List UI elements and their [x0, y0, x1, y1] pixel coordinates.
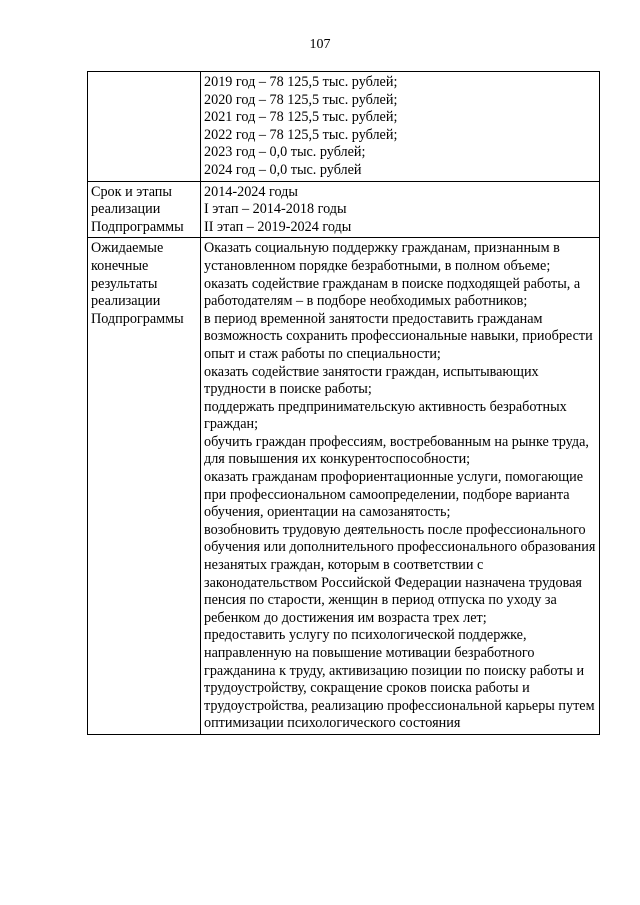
- result-paragraph: в период временной занятости предоставить гражданам возможность сохранить профессиональные навыки, приобрести опыт и стаж работы по специальности;: [204, 310, 593, 362]
- table-row-terms: [88, 181, 600, 238]
- results-value-cell: [201, 238, 600, 735]
- results-label-line: реализации: [91, 293, 161, 310]
- results-label-cell: [88, 238, 201, 735]
- result-paragraph: оказать содействие гражданам в поиске подходящей работы, а работодателям – в подборе необходимых работников;: [204, 275, 581, 310]
- terms-label-line: Подпрограммы: [91, 218, 184, 235]
- results-label-line: Подпрограммы: [91, 310, 184, 327]
- terms-label-line: Срок и этапы: [91, 183, 172, 200]
- terms-label-cell: [88, 181, 201, 238]
- table-row-expected-results: [88, 238, 600, 735]
- terms-label-line: реализации: [91, 201, 161, 218]
- label-cell-empty: [88, 72, 201, 182]
- results-label-line: Ожидаемые: [91, 240, 164, 257]
- funding-line-2019: 2019 год – 78 125,5 тыс. рублей;: [204, 74, 398, 90]
- result-paragraph: возобновить трудовую деятельность после профессионального обучения или дополнительного профессионального образования незанятых граждан, которым в соответствии с законодательством Российской Федерации назначена трудовая пенсия по старости, женщин в период отпуска по уходу за ребенком до достижения им возраста трех лет;: [204, 521, 596, 626]
- terms-value-cell: [201, 181, 600, 238]
- result-paragraph: Оказать социальную поддержку гражданам, признанным в установленном порядке безработными, в полном объеме;: [204, 240, 560, 274]
- results-label-line: конечные: [91, 257, 149, 274]
- funding-line-2020: 2020 год – 78 125,5 тыс. рублей;: [204, 91, 398, 108]
- funding-by-year-cell: [201, 72, 600, 182]
- page-number: 107: [309, 37, 331, 52]
- result-paragraph: поддержать предпринимательскую активность безработных граждан;: [204, 398, 567, 433]
- result-paragraph: предоставить услугу по психологической поддержке, направленную на повышение мотивации безработного гражданина к труду, активизацию позиции по поиску работы и трудоустройству, сокращение сроков поиска работы и трудоустройства, реализацию профессиональной карьеры путем оптимизации психологического состояния: [204, 627, 595, 732]
- stage-2-line: II этап – 2019-2024 годы: [204, 218, 352, 235]
- result-paragraph: оказать содействие занятости граждан, испытывающих трудности в поиске работы;: [204, 363, 539, 398]
- subprogram-passport-table: [87, 71, 600, 735]
- result-paragraph: обучить граждан профессиям, востребованным на рынке труда, для повышения их конкурентоспособности;: [204, 433, 589, 468]
- result-paragraph: оказать гражданам профориентационные услуги, помогающие при профессиональном самоопределении, подборе варианта обучения, ориентации на самозанятость;: [204, 469, 584, 521]
- stage-1-line: I этап – 2014-2018 годы: [204, 201, 347, 218]
- funding-line-2024: 2024 год – 0,0 тыс. рублей: [204, 161, 362, 178]
- funding-line-2023: 2023 год – 0,0 тыс. рублей;: [204, 144, 366, 161]
- funding-line-2022: 2022 год – 78 125,5 тыс. рублей;: [204, 126, 398, 143]
- results-label-line: результаты: [91, 275, 158, 292]
- table-row-funding: [88, 72, 600, 182]
- terms-period-line: 2014-2024 годы: [204, 183, 298, 200]
- funding-line-2021: 2021 год – 78 125,5 тыс. рублей;: [204, 109, 398, 126]
